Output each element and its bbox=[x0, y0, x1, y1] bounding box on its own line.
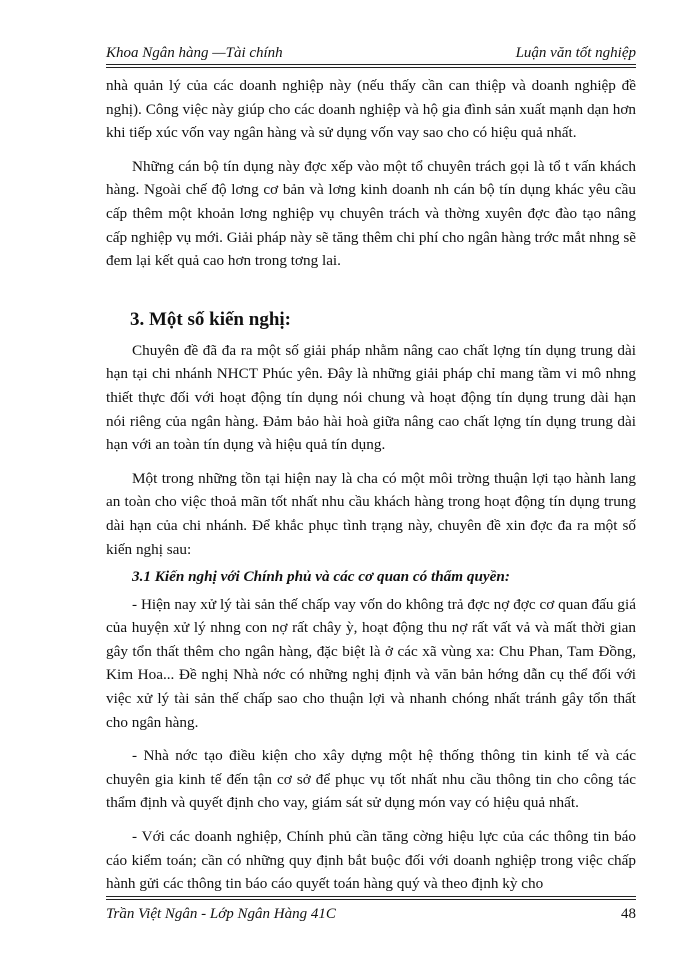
paragraph-solutions-summary: Chuyên đề đã đa ra một số giải pháp nhằm nâng cao chất lợng tín dụng trung dài hạn tại chi nhánh NHCT Phúc yên. Đây là những giải pháp chỉ mang tầm vi mô nhng thiết thực đối với hoạt động tín dụng nói chung và hoạt động tín dụng trung dài hạn nói riêng của ngân hàng. Đảm bảo hài hoà giữa nâng cao chất lợng tín dụng trung dài hạn với an toàn tín dụng và hiệu quả tín dụng. bbox=[106, 341, 636, 454]
header-rule bbox=[106, 67, 636, 68]
paragraph-credit-officers: Những cán bộ tín dụng này đợc xếp vào một tổ chuyên trách gọi là tổ t vấn khách hàng. Ngoài chế độ lơng cơ bản và lơng kinh doanh nh cán bộ tín dụng khác yêu cầu cấp thêm một khoản lơng nghiệp vụ chuyên trách và thờng xuyên đợc đào tạo nâng cấp nghiệp vụ mới. Giải pháp này sẽ tăng thêm chi phí cho ngân hàng trớc mắt nhng sẽ đem lại kết quả cao hơn trong tơng lai. bbox=[106, 157, 636, 270]
paragraph-continued: nhà quản lý của các doanh nghiệp này (nếu thấy cần can thiệp và doanh nghiệp đề nghị). Công việc này giúp cho các doanh nghiệp và hộ gia đình sản xuất mạnh dạn hơn khi tiếp xúc vốn vay ngân hàng và sử dụng vốn vay sao cho có hiệu quả nhất. bbox=[106, 77, 636, 142]
paragraph-information-system: - Nhà nớc tạo điều kiện cho xây dựng một hệ thống thông tin kinh tế và các chuyên gia kinh tế đến tận cơ sở để phục vụ tốt nhất nhu cầu thông tin cho công tác thẩm định và quyết định cho vay, giám sát sử dụng món vay có hiệu quả nhất. bbox=[106, 747, 636, 812]
section-title: 3. Một số kiến nghị: bbox=[130, 308, 291, 330]
paragraph-existing-issues: Một trong những tồn tại hiện nay là cha có một môi trờng thuận lợi tạo hành lang an toàn cho việc thoả mãn tốt nhất nhu cầu khách hàng trong hoạt động tín dụng trung dài hạn của chi nhánh. Để khắc phục tình trạng này, chuyên đề xin đợc đa ra một số kiến nghị sau: bbox=[106, 469, 636, 558]
header-faculty: Khoa Ngân hàng —Tài chính bbox=[106, 45, 283, 61]
header-document-type: Luận văn tốt nghiệp bbox=[515, 45, 636, 61]
paragraph-audit-reports: - Với các doanh nghiệp, Chính phủ cần tăng cờng hiệu lực của các thông tin báo cáo kiểm toán; cần có những quy định bắt buộc đối với doanh nghiệp trong việc chấp hành gửi các thông tin báo cáo quyết toán hàng quý và theo định kỳ cho bbox=[106, 828, 636, 893]
page-body bbox=[106, 74, 636, 896]
paragraph-collateral-handling: - Hiện nay xử lý tài sản thế chấp vay vốn do không trả đợc nợ đợc cơ quan đấu giá của huyện xử lý nhng con nợ rất chây ỳ, hoạt động thu nợ rất vất vả và mất thời gian gây tổn thất thêm cho ngân hàng, đặc biệt là ở các xã vùng xa: Chu Phan, Tam Đồng, Kim Hoa... Đề nghị Nhà nớc có những nghị định và văn bản hớng dẫn cụ thể đối với việc xử lý tài sản thế chấp sao cho thuận lợi và nhanh chóng nhất tránh gây tổn thất cho ngân hàng. bbox=[106, 595, 636, 731]
page-footer bbox=[106, 896, 636, 922]
footer-author: Trần Việt Ngân - Lớp Ngân Hàng 41C bbox=[106, 906, 336, 922]
subsection-title: 3.1 Kiến nghị với Chính phủ và các cơ quan có thẩm quyền: bbox=[132, 568, 510, 586]
page-number: 48 bbox=[621, 906, 636, 922]
page-header bbox=[106, 44, 636, 65]
footer-rule bbox=[106, 899, 636, 900]
